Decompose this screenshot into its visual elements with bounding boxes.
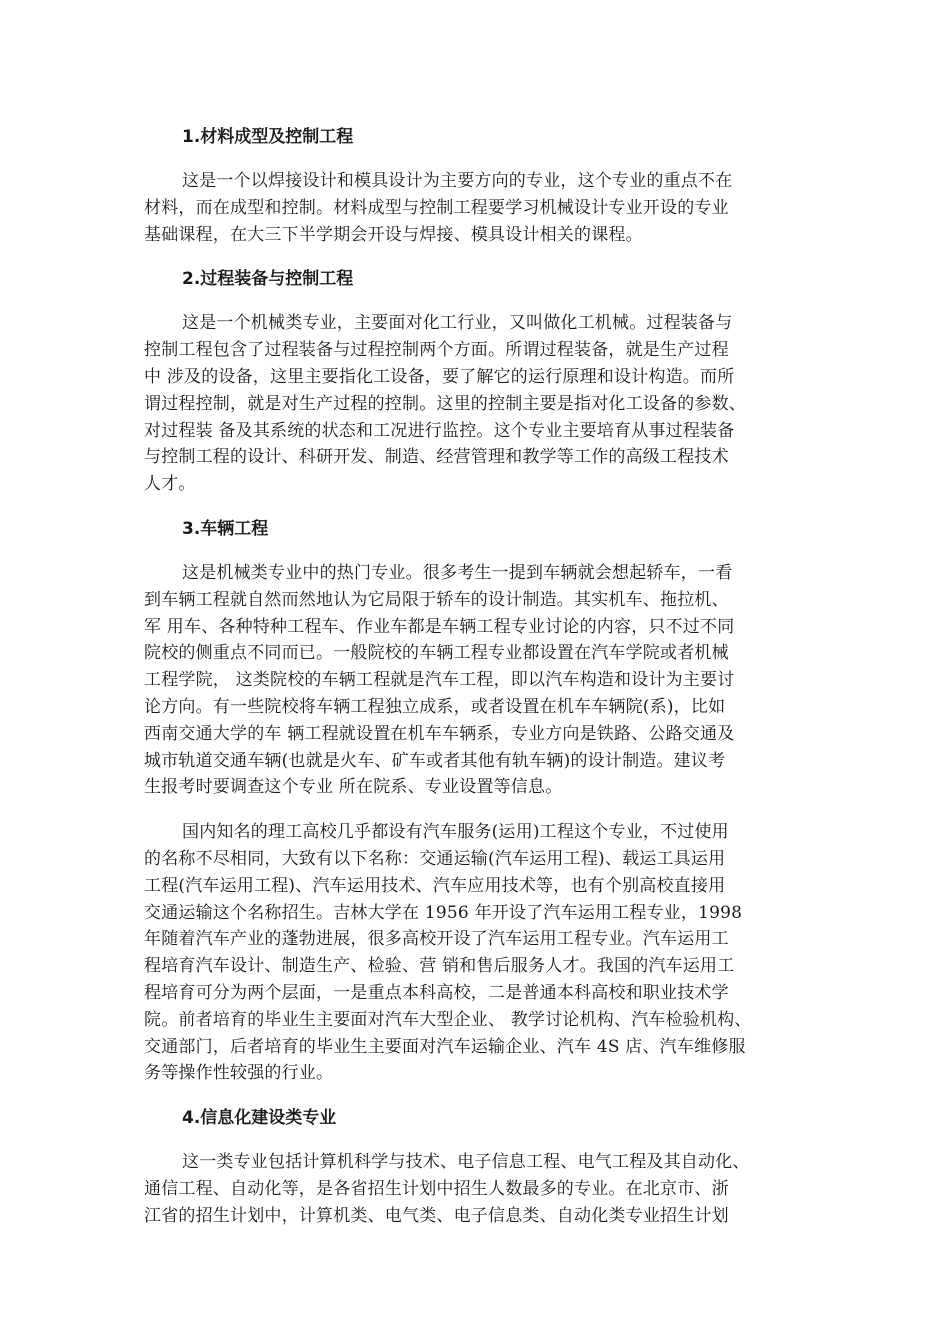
- document-body: [144, 124, 808, 1248]
- text-line: 对过程装 备及其系统的状态和工况进行监控。这个专业主要培育从事过程装备: [144, 420, 735, 441]
- text-line: 到车辆工程就自然而然地认为它局限于轿车的设计制造。其实机车、拖拉机、: [144, 589, 729, 610]
- paragraph: [144, 560, 808, 801]
- paragraph: [144, 310, 808, 498]
- text-line: 人才。: [144, 474, 196, 495]
- section-3: [144, 516, 808, 1087]
- text-line: 交通部门，后者培育的毕业生主要面对汽车运输企业、汽车 4S 店、汽车维修服: [144, 1036, 746, 1057]
- section-2: [144, 266, 808, 498]
- text-line: 这是机械类专业中的热门专业。很多考生一提到车辆就会想起轿车，一看: [182, 562, 733, 583]
- text-line: 这是一个以焊接设计和模具设计为主要方向的专业，这个专业的重点不在: [182, 171, 733, 191]
- section-4: [144, 1105, 808, 1229]
- text-line: 程培育可分为两个层面，一是重点本科高校，二是普通本科高校和职业技术学: [144, 982, 729, 1003]
- paragraph: [144, 1149, 808, 1229]
- section-1: [144, 124, 808, 248]
- section-heading: 4.信息化建设类专业: [182, 1108, 337, 1129]
- text-line: 的名称不尽相同，大致有以下名称：交通运输(汽车运用工程)、载运工具运用: [144, 848, 726, 869]
- text-line: 中 涉及的设备，这里主要指化工设备，要了解它的运行原理和设计构造。而所: [144, 366, 735, 387]
- text-line: 工程学院， 这类院校的车辆工程就是汽车工程，即以汽车构造和设计为主要讨: [144, 670, 735, 691]
- text-line: 务等操作性较强的行业。: [144, 1063, 334, 1084]
- text-line: 国内知名的理工高校几乎都设有汽车服务(运用)工程这个专业，不过使用: [182, 822, 729, 843]
- text-line: 院校的侧重点不同而已。一般院校的车辆工程专业都设置在汽车学院或者机械: [144, 643, 729, 664]
- paragraph: [144, 168, 808, 248]
- text-line: 程培育汽车设计、制造生产、检验、营 销和售后服务人才。我国的汽车运用工: [144, 956, 735, 977]
- section-heading: 1.材料成型及控制工程: [182, 127, 354, 147]
- text-line: 城市轨道交通车辆(也就是火车、矿车或者其他有轨车辆)的设计制造。建议考: [144, 750, 726, 771]
- section-heading: 2.过程装备与控制工程: [182, 269, 354, 290]
- text-line: 通信工程、自动化等，是各省招生计划中招生人数最多的专业。在北京市、浙: [144, 1178, 729, 1199]
- text-line: 控制工程包含了过程装备与过程控制两个方面。所谓过程装备，就是生产过程: [144, 340, 729, 361]
- text-line: 院。前者培育的毕业生主要面对汽车大型企业、 教学讨论机构、汽车检验机构、: [144, 1009, 752, 1030]
- text-line: 基础课程，在大三下半学期会开设与焊接、模具设计相关的课程。: [144, 224, 643, 245]
- text-line: 江省的招生计划中，计算机类、电气类、电子信息类、自动化类专业招生计划: [144, 1205, 729, 1226]
- text-line: 工程(汽车运用工程)、汽车运用技术、汽车应用技术等，也有个别高校直接用: [144, 875, 726, 896]
- text-line: 军 用车、各种特种工程车、作业车都是车辆工程专业讨论的内容，只不过不同: [144, 616, 735, 637]
- paragraph: [144, 819, 808, 1087]
- text-line: 材料，而在成型和控制。材料成型与控制工程要学习机械设计专业开设的专业: [144, 197, 729, 218]
- text-line: 与控制工程的设计、科研开发、制造、经营管理和教学等工作的高级工程技术: [144, 447, 729, 468]
- section-heading: 3.车辆工程: [182, 518, 269, 539]
- text-line: 西南交通大学的车 辆工程就设置在机车车辆系，专业方向是铁路、公路交通及: [144, 723, 735, 744]
- text-line: 这一类专业包括计算机科学与技术、电子信息工程、电气工程及其自动化、: [182, 1152, 750, 1173]
- text-line: 谓过程控制，就是对生产过程的控制。这里的控制主要是指对化工设备的参数、: [144, 393, 746, 414]
- text-line: 交通运输这个名称招生。吉林大学在 1956 年开设了汽车运用工程专业，1998: [144, 902, 743, 923]
- text-line: 论方向。有一些院校将车辆工程独立成系，或者设置在机车车辆院(系)，比如: [144, 696, 726, 717]
- text-line: 这是一个机械类专业，主要面对化工行业，又叫做化工机械。过程装备与: [182, 313, 733, 334]
- text-line: 生报考时要调查这个专业 所在院系、专业设置等信息。: [144, 777, 563, 798]
- text-line: 年随着汽车产业的蓬勃进展，很多高校开设了汽车运用工程专业。汽车运用工: [144, 929, 729, 950]
